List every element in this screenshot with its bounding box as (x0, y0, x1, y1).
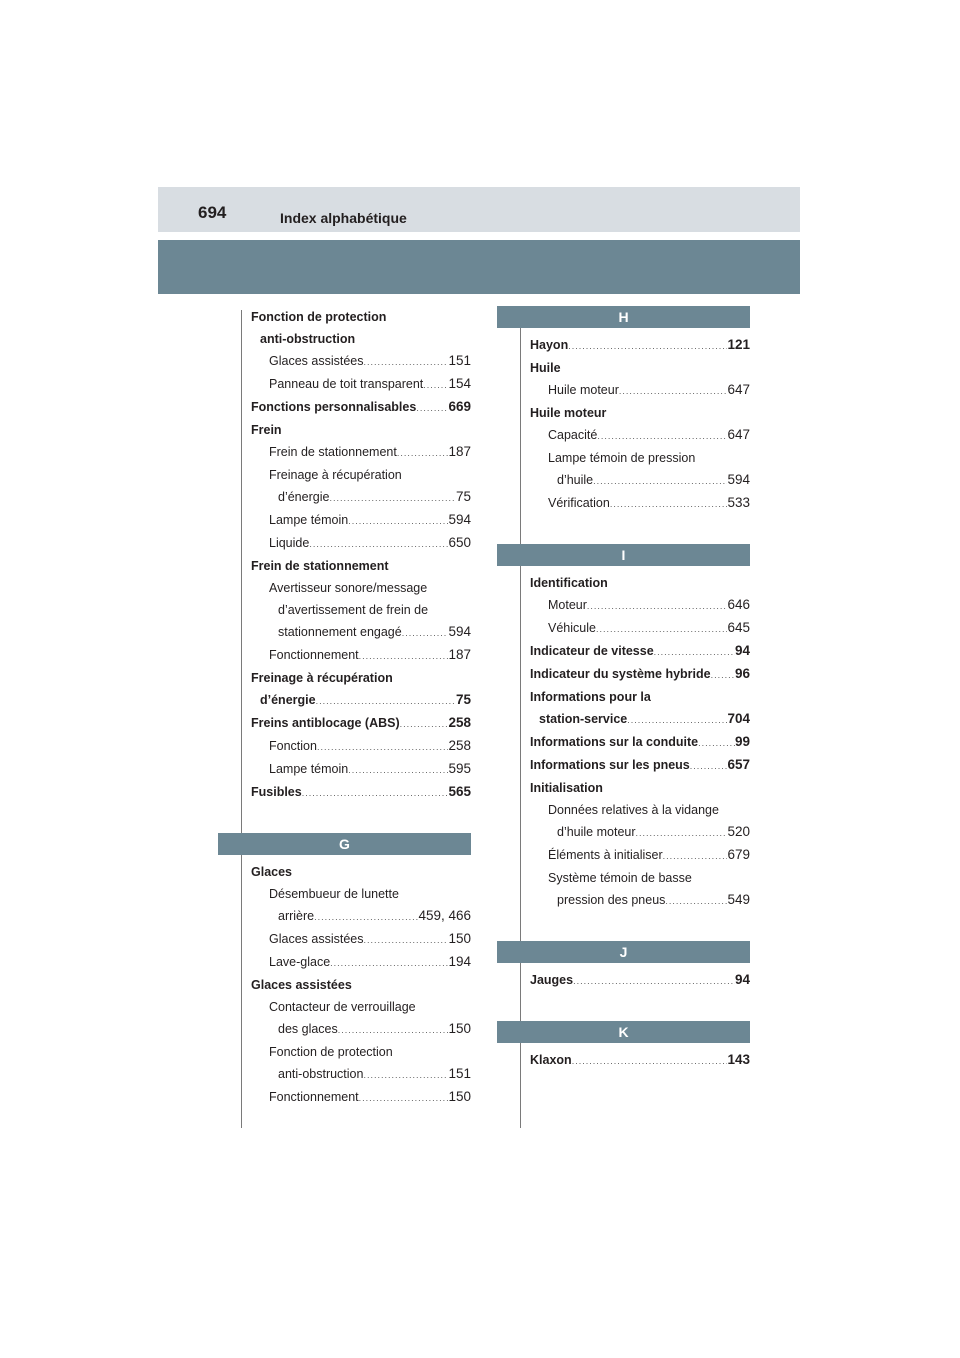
index-entry (530, 402, 750, 424)
leader-dots (587, 595, 728, 617)
index-entry-page[interactable]: 187 (448, 647, 471, 662)
index-entry (530, 640, 750, 663)
index-entry-page[interactable]: 150 (448, 931, 471, 946)
index-entry-term: Huile (530, 361, 561, 375)
index-entry-term: Lampe témoin de pression (548, 451, 696, 465)
index-entry-term: Fonction (269, 739, 317, 753)
index-entry (530, 424, 750, 447)
index-entry-term: Huile moteur (548, 383, 619, 397)
leader-dots (690, 755, 728, 777)
leader-dots (416, 397, 448, 419)
index-entry-page[interactable]: 151 (448, 353, 471, 368)
index-entry (530, 379, 750, 402)
index-entry (530, 663, 750, 686)
index-entry (251, 861, 471, 883)
index-entry (251, 974, 471, 996)
index-entry (251, 758, 471, 781)
index-entry-page[interactable]: 647 (727, 427, 750, 442)
index-entry-page[interactable]: 704 (727, 711, 750, 726)
index-entry-term: Fonction de protection (251, 310, 387, 324)
index-entry-term: d’huile moteur (557, 825, 636, 839)
index-entry-term: d’énergie (260, 693, 316, 707)
leader-dots (330, 952, 448, 974)
index-entry-page[interactable]: 533 (727, 495, 750, 510)
index-entry-term: Indicateur du système hybride (530, 667, 711, 681)
leader-dots (572, 1050, 728, 1072)
index-entry (251, 599, 471, 621)
index-entry-term: Lampe témoin (269, 762, 349, 776)
leader-dots (363, 351, 448, 373)
index-entry-term: Frein de stationnement (251, 559, 389, 573)
index-entry-term: Hayon (530, 338, 569, 352)
index-entry (530, 594, 750, 617)
leader-dots (627, 709, 727, 731)
leader-dots (359, 645, 449, 667)
leader-dots (619, 380, 728, 402)
index-entry-term: d’énergie (278, 490, 330, 504)
page-number: 694 (198, 203, 227, 222)
index-entry-term: Glaces (251, 865, 293, 879)
index-entry-page[interactable]: 94 (734, 643, 750, 658)
leader-dots (338, 1019, 449, 1041)
leader-dots (348, 510, 448, 532)
index-entry-page[interactable]: 150 (448, 1021, 471, 1036)
index-entry-page[interactable]: 565 (448, 784, 471, 799)
index-entry-term: Éléments à initialiser (548, 848, 663, 862)
leader-dots (596, 618, 728, 640)
index-entry (530, 357, 750, 379)
index-entry-term: Initialisation (530, 781, 603, 795)
index-entry-term: d’huile (557, 473, 594, 487)
index-entry-term: pression des pneus (557, 893, 666, 907)
leader-dots (397, 442, 449, 464)
index-entry-term: anti-obstruction (278, 1067, 364, 1081)
index-entry-term: Glaces assistées (269, 932, 364, 946)
index-entry-term: Vérification (548, 496, 610, 510)
index-entry-page[interactable]: 121 (727, 337, 750, 352)
index-column-right (530, 306, 750, 1072)
page-header-bar (158, 187, 800, 232)
index-entry-term: Fonctionnement (269, 648, 359, 662)
index-entry-term: Désembueur de lunette (269, 887, 399, 901)
section-gap (530, 912, 750, 941)
index-entry-page[interactable]: 669 (448, 399, 471, 414)
index-entry-term: Informations pour la (530, 690, 651, 704)
leader-dots (309, 533, 448, 555)
index-entry (251, 306, 471, 328)
index-entry-term: des glaces (278, 1022, 338, 1036)
index-entry (530, 889, 750, 912)
index-entry-term: Lave-glace (269, 955, 331, 969)
leader-dots (423, 374, 448, 396)
index-entry-term: stationnement engagé (278, 625, 402, 639)
index-entry-term: Système témoin de basse (548, 871, 692, 885)
index-entry-page[interactable]: 520 (727, 824, 750, 839)
leader-dots (363, 929, 448, 951)
index-entry-term: Informations sur la conduite (530, 735, 699, 749)
leader-dots (610, 493, 728, 515)
leader-dots (329, 487, 456, 509)
leader-dots (663, 845, 728, 867)
index-entry-term: Données relatives à la vidange (548, 803, 719, 817)
index-entry-term: Fonctionnement (269, 1090, 359, 1104)
section-letter-h: H (497, 306, 750, 328)
index-entry-page[interactable]: 94 (734, 972, 750, 987)
index-entry-term: Identification (530, 576, 608, 590)
index-entry (251, 644, 471, 667)
index-entry-page[interactable]: 143 (727, 1052, 750, 1067)
index-entry (530, 572, 750, 594)
index-entry (251, 532, 471, 555)
index-entry (251, 712, 471, 735)
index-entry (530, 708, 750, 731)
index-entry-page[interactable]: 99 (734, 734, 750, 749)
leader-dots (568, 335, 727, 357)
index-entry (251, 486, 471, 509)
section-gap (251, 804, 471, 833)
leader-dots (316, 690, 456, 712)
leader-dots (363, 1064, 448, 1086)
index-entry (251, 928, 471, 951)
leader-dots (593, 470, 727, 492)
index-entry (251, 1041, 471, 1063)
index-entry-page[interactable]: 187 (448, 444, 471, 459)
index-entry (251, 951, 471, 974)
index-column-left (251, 306, 471, 1109)
leader-dots (654, 641, 735, 663)
index-entry (530, 469, 750, 492)
index-entry-page[interactable]: 96 (734, 666, 750, 681)
index-entry-term: Véhicule (548, 621, 596, 635)
leader-dots (314, 906, 418, 928)
index-entry-term: Huile moteur (530, 406, 607, 420)
index-entry (530, 821, 750, 844)
left-column-rule (241, 310, 242, 1128)
index-entry-term: Panneau de toit transparent (269, 377, 424, 391)
leader-dots (597, 425, 727, 447)
index-entry (251, 1086, 471, 1109)
index-entry-term: Avertisseur sonore/message (269, 581, 428, 595)
index-entry-page[interactable]: 75 (455, 489, 471, 504)
index-entry (530, 1049, 750, 1072)
index-entry-page[interactable]: 594 (448, 624, 471, 639)
index-entry-page[interactable]: 75 (455, 692, 471, 707)
index-entry (251, 555, 471, 577)
section-letter-i: I (497, 544, 750, 566)
index-entry-term: Fonction de protection (269, 1045, 393, 1059)
index-entry (251, 441, 471, 464)
leader-dots (348, 759, 448, 781)
index-entry (530, 492, 750, 515)
index-entry (251, 396, 471, 419)
index-entry (530, 844, 750, 867)
leader-dots (573, 970, 735, 992)
index-entry-page[interactable]: 595 (448, 761, 471, 776)
index-entry (530, 799, 750, 821)
index-entry-term: Fonctions personnalisables (251, 400, 417, 414)
index-entry (530, 969, 750, 992)
index-entry (251, 464, 471, 486)
index-entry-term: anti-obstruction (260, 332, 356, 346)
index-entry-term: Fusibles (251, 785, 302, 799)
page-title: Index alphabétique (280, 210, 407, 226)
index-entry-term: Liquide (269, 536, 310, 550)
index-entry-page[interactable]: 657 (727, 757, 750, 772)
index-entry (251, 905, 471, 928)
index-entry (251, 509, 471, 532)
index-entry-term: Frein de stationnement (269, 445, 397, 459)
section-band (158, 240, 800, 294)
index-entry (251, 883, 471, 905)
leader-dots (636, 822, 728, 844)
index-entry (530, 447, 750, 469)
index-entry-page[interactable]: 645 (727, 620, 750, 635)
index-entry (251, 667, 471, 689)
section-letter-k: K (497, 1021, 750, 1043)
index-entry-term: Klaxon (530, 1053, 572, 1067)
leader-dots (711, 664, 735, 686)
index-entry (251, 350, 471, 373)
index-entry-term: Moteur (548, 598, 587, 612)
index-entry-term: Capacité (548, 428, 598, 442)
index-entry-term: Contacteur de verrouillage (269, 1000, 416, 1014)
index-entry (251, 328, 471, 350)
index-entry (251, 373, 471, 396)
index-entry-page[interactable]: 154 (448, 376, 471, 391)
leader-dots (400, 713, 449, 735)
index-entry-page[interactable]: 646 (727, 597, 750, 612)
index-entry (530, 686, 750, 708)
index-entry (530, 617, 750, 640)
index-entry-term: d’avertissement de frein de (278, 603, 429, 617)
index-entry (251, 1063, 471, 1086)
index-entry (251, 621, 471, 644)
index-entry-term: Freinage à récupération (269, 468, 402, 482)
index-entry-page[interactable]: 594 (727, 472, 750, 487)
index-entry-page[interactable]: 679 (727, 847, 750, 862)
index-entry-term: station-service (539, 712, 628, 726)
index-entry-term: Lampe témoin (269, 513, 349, 527)
index-entry-term: arrière (278, 909, 315, 923)
index-entry (251, 419, 471, 441)
index-entry-term: Jauges (530, 973, 574, 987)
section-gap (530, 515, 750, 544)
index-entry (251, 781, 471, 804)
index-entry-term: Indicateur de vitesse (530, 644, 654, 658)
index-entry (530, 731, 750, 754)
index-entry-page[interactable]: 650 (448, 535, 471, 550)
index-entry-page[interactable]: 459, 466 (418, 908, 471, 923)
leader-dots (402, 622, 449, 644)
index-entry-term: Frein (251, 423, 282, 437)
index-entry (251, 1018, 471, 1041)
index-entry-term: Glaces assistées (251, 978, 352, 992)
index-entry (530, 334, 750, 357)
index-entry-term: Glaces assistées (269, 354, 364, 368)
index-entry (251, 577, 471, 599)
index-entry (530, 754, 750, 777)
index-entry-page[interactable]: 549 (727, 892, 750, 907)
index-entry-page[interactable]: 151 (448, 1066, 471, 1081)
index-entry-page[interactable]: 194 (448, 954, 471, 969)
index-entry (530, 867, 750, 889)
leader-dots (698, 732, 735, 754)
index-entry-term: Freins antiblocage (ABS) (251, 716, 400, 730)
index-entry (530, 777, 750, 799)
index-entry-page[interactable]: 258 (448, 715, 471, 730)
right-column-rule (520, 310, 521, 1128)
leader-dots (665, 890, 727, 912)
section-letter-g: G (218, 833, 471, 855)
index-entry-page[interactable]: 258 (448, 738, 471, 753)
leader-dots (317, 736, 449, 758)
section-letter-j: J (497, 941, 750, 963)
index-entry (251, 735, 471, 758)
index-entry-term: Freinage à récupération (251, 671, 393, 685)
leader-dots (302, 782, 449, 804)
index-entry-page[interactable]: 647 (727, 382, 750, 397)
index-entry-page[interactable]: 150 (448, 1089, 471, 1104)
leader-dots (359, 1087, 449, 1109)
index-entry (251, 689, 471, 712)
index-entry (251, 996, 471, 1018)
section-gap (530, 992, 750, 1021)
index-entry-page[interactable]: 594 (448, 512, 471, 527)
index-entry-term: Informations sur les pneus (530, 758, 690, 772)
